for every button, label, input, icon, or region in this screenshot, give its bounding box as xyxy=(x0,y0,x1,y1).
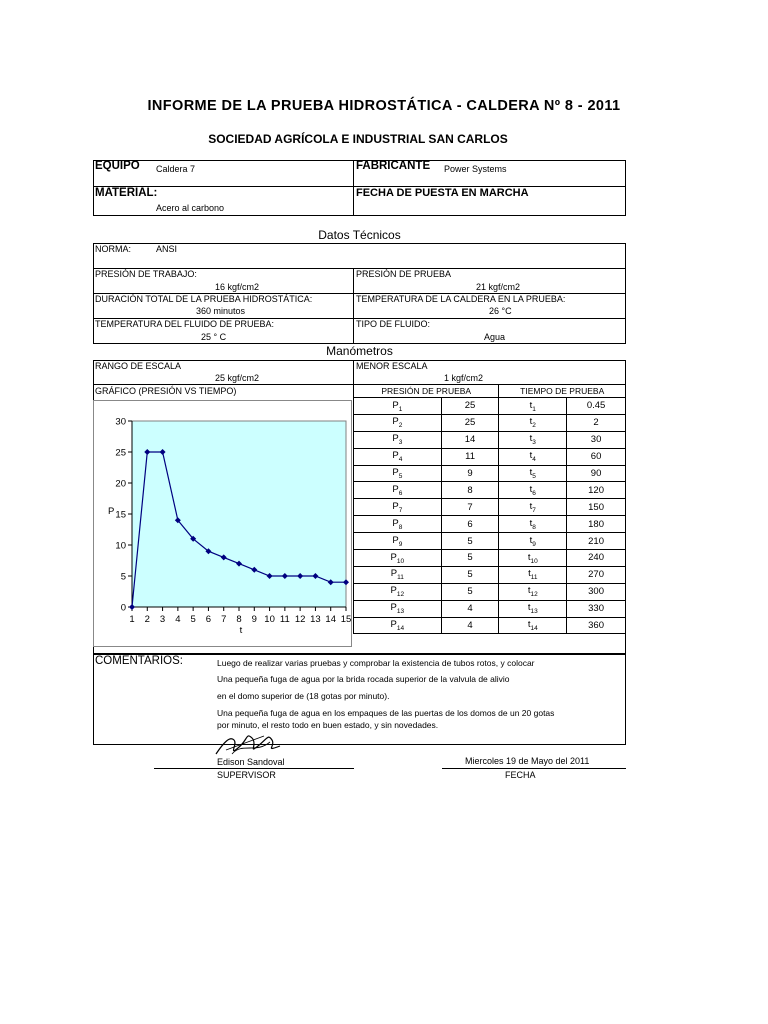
time-value xyxy=(567,398,626,415)
rango-label: RANGO DE ESCALA xyxy=(95,361,182,371)
fabricante-value: Power Systems xyxy=(444,164,507,174)
time-value xyxy=(567,431,626,448)
time-value-text: 270 xyxy=(588,569,604,581)
reading-row xyxy=(354,431,626,448)
time-label xyxy=(499,431,567,448)
time-value xyxy=(567,583,626,600)
grafico-label: GRÁFICO (PRESIÓN VS TIEMPO) xyxy=(95,386,237,396)
time-value xyxy=(567,499,626,516)
reading-row xyxy=(354,414,626,431)
pressure-value xyxy=(441,533,499,550)
rango-value: 25 kgf/cm2 xyxy=(215,373,260,383)
x-tick-label: 2 xyxy=(144,614,150,625)
temp-caldera-label: TEMPERATURA DE LA CALDERA EN LA PRUEBA: xyxy=(356,294,566,304)
tipo-fluido-value: Agua xyxy=(484,332,506,342)
reading-row xyxy=(354,499,626,516)
plot-area xyxy=(132,421,346,607)
time-value-text: 60 xyxy=(590,451,602,463)
material-value: Acero al carbono xyxy=(156,203,225,213)
pressure-value-text: 4 xyxy=(467,603,473,615)
y-tick-label: 25 xyxy=(115,447,126,459)
pressure-label-text: P xyxy=(392,517,399,529)
x-tick-label: 8 xyxy=(236,614,242,625)
time-label-text: t xyxy=(527,551,531,563)
time-label xyxy=(499,600,567,617)
time-value-text: 120 xyxy=(588,484,604,496)
x-tick-label: 5 xyxy=(190,614,196,625)
pressure-label-text: P xyxy=(392,433,399,445)
time-label-text: t xyxy=(529,399,533,411)
pressure-value-text: 9 xyxy=(467,468,473,479)
pressure-value-text: 6 xyxy=(467,518,473,530)
pressure-label-text: P xyxy=(390,619,397,631)
time-label-text: t xyxy=(527,602,531,614)
comment-line: Luego de realizar varias pruebas y comprobar la existencia de tubos rotos, y colocar xyxy=(217,658,535,668)
y-axis-label: P xyxy=(108,506,115,517)
reading-row xyxy=(354,533,626,550)
material-label: MATERIAL: xyxy=(95,187,158,199)
comment-line: en el domo superior de (18 gotas por minuto). xyxy=(217,691,390,701)
time-value xyxy=(567,566,626,583)
time-label-index: 12 xyxy=(530,591,538,599)
pressure-value-text: 8 xyxy=(467,484,473,496)
time-label xyxy=(499,617,567,634)
time-value xyxy=(567,516,626,533)
reading-row xyxy=(354,398,626,415)
y-tick-label: 10 xyxy=(115,540,126,552)
pressure-value-text: 5 xyxy=(467,552,473,564)
pressure-value xyxy=(441,499,499,516)
time-value-text: 240 xyxy=(588,552,604,564)
time-label-index: 7 xyxy=(532,506,536,514)
pressure-value-text: 5 xyxy=(467,569,473,581)
temp-caldera-value: 26 °C xyxy=(489,306,512,316)
duracion-label: DURACIÓN TOTAL DE LA PRUEBA HIDROSTÁTICA: xyxy=(95,294,313,304)
y-tick-label: 5 xyxy=(120,571,126,583)
pressure-label-index: 8 xyxy=(398,523,403,531)
time-label xyxy=(499,448,567,465)
time-label-index: 4 xyxy=(532,456,536,464)
reading-row xyxy=(354,550,626,567)
pressure-value-text: 7 xyxy=(467,501,473,513)
duracion-value: 360 minutos xyxy=(196,306,246,316)
pressure-label-text: P xyxy=(392,399,399,411)
pressure-label-text: P xyxy=(390,585,397,597)
time-value-text: 300 xyxy=(588,586,604,598)
pressure-label-index: 13 xyxy=(396,608,405,616)
pressure-label-index: 2 xyxy=(398,422,403,430)
time-value-text: 180 xyxy=(588,518,604,530)
x-tick-label: 6 xyxy=(205,614,212,625)
time-value-text: 90 xyxy=(590,468,602,479)
pressure-label-index: 11 xyxy=(397,574,404,582)
pressure-label xyxy=(354,398,442,415)
supervisor-role: SUPERVISOR xyxy=(217,770,276,780)
x-tick-label: 3 xyxy=(159,614,166,625)
pressure-value xyxy=(441,583,499,600)
time-label xyxy=(499,533,567,550)
equipo-label: EQUIPO xyxy=(95,160,140,172)
time-value-text: 360 xyxy=(588,620,604,632)
date-label: FECHA xyxy=(505,770,536,780)
pressure-label xyxy=(354,482,442,499)
pressure-value xyxy=(441,566,499,583)
time-label xyxy=(499,550,567,567)
pressure-value xyxy=(441,617,499,634)
pressure-label-index: 14 xyxy=(396,624,405,632)
time-label xyxy=(499,414,567,431)
pressure-value-text: 11 xyxy=(465,451,475,463)
pressure-value xyxy=(441,431,499,448)
report-title: INFORME DE LA PRUEBA HIDROSTÁTICA - CALDERA Nº 8 - 2011 xyxy=(147,98,621,114)
pressure-label-text: P xyxy=(392,500,399,512)
time-label-index: 11 xyxy=(530,574,538,582)
pressure-value xyxy=(441,550,499,567)
pressure-value xyxy=(441,600,499,617)
pressure-label-text: P xyxy=(392,534,399,546)
pressure-label-text: P xyxy=(390,602,397,614)
tipo-fluido-label: TIPO DE FLUIDO: xyxy=(356,319,431,329)
pressure-label-text: P xyxy=(392,483,399,495)
pressure-value xyxy=(441,448,499,465)
time-label-text: t xyxy=(529,450,533,462)
readings-body xyxy=(354,398,626,634)
norma-value: ANSI xyxy=(156,244,178,254)
reading-row xyxy=(354,600,626,617)
time-label-text: t xyxy=(529,467,533,479)
comment-line: Una pequeña fuga de agua en los empaques de las puertas de los domos de un 20 gotas xyxy=(217,708,555,718)
time-value-text: 210 xyxy=(588,535,604,547)
comment-line: por minuto, el resto todo en buen estado, y sin novedades. xyxy=(217,720,439,730)
x-tick-label: 9 xyxy=(251,614,257,625)
time-label-text: t xyxy=(529,517,533,529)
x-tick-label: 10 xyxy=(264,614,275,625)
time-label-text: t xyxy=(529,433,533,445)
reading-row xyxy=(354,516,626,533)
time-value xyxy=(567,617,626,634)
pressure-value xyxy=(441,516,499,533)
time-label-index: 10 xyxy=(530,557,538,565)
pressure-label xyxy=(354,566,442,583)
x-tick-label: 11 xyxy=(279,614,290,625)
time-label-text: t xyxy=(529,500,533,512)
time-label-index: 3 xyxy=(532,439,536,447)
y-tick-label: 20 xyxy=(115,478,126,490)
time-label xyxy=(499,499,567,516)
pressure-label-index: 4 xyxy=(398,456,403,464)
pressure-label xyxy=(354,499,442,516)
time-label-text: t xyxy=(529,534,533,546)
pressure-label-index: 12 xyxy=(396,591,405,599)
time-value-text: 2 xyxy=(593,417,599,429)
pressure-label-text: P xyxy=(392,467,399,479)
pressure-label-index: 5 xyxy=(398,472,403,480)
time-label-text: t xyxy=(527,585,531,597)
time-value xyxy=(567,465,626,482)
time-value xyxy=(567,550,626,567)
x-tick-label: 1 xyxy=(129,614,135,625)
pressure-label xyxy=(354,583,442,600)
time-label-index: 9 xyxy=(532,540,536,548)
pressure-label-text: P xyxy=(390,568,398,580)
x-tick-label: 7 xyxy=(221,614,227,625)
supervisor-name: Edison Sandoval xyxy=(217,757,285,767)
time-value xyxy=(567,482,626,499)
pressure-value-text: 5 xyxy=(467,535,473,547)
tiempo-header: TIEMPO DE PRUEBA xyxy=(499,385,626,398)
pressure-label xyxy=(354,431,442,448)
pressure-label xyxy=(354,414,442,431)
time-label xyxy=(499,465,567,482)
pressure-value xyxy=(441,482,499,499)
time-value-text: 150 xyxy=(588,501,604,513)
menor-escala-value: 1 kgf/cm2 xyxy=(444,373,484,383)
time-label xyxy=(499,482,567,499)
time-value xyxy=(567,600,626,617)
pressure-value-text: 25 xyxy=(464,417,476,429)
x-tick-label: 15 xyxy=(340,614,352,625)
reading-row xyxy=(354,482,626,499)
pressure-label xyxy=(354,448,442,465)
pressure-label xyxy=(354,465,442,482)
time-label-text: t xyxy=(529,483,533,495)
pressure-label-text: P xyxy=(390,551,397,563)
time-label-index: 14 xyxy=(530,624,538,632)
pressure-label xyxy=(354,617,442,634)
date-signature-line xyxy=(442,768,626,769)
pressure-label-index: 7 xyxy=(398,506,403,514)
equipment-divider-v xyxy=(353,160,354,216)
norma-label: NORMA: xyxy=(95,244,131,254)
tech-section-title: Datos Técnicos xyxy=(318,228,401,242)
temp-fluido-label: TEMPERATURA DEL FLUIDO DE PRUEBA: xyxy=(95,319,275,329)
chart-svg xyxy=(94,401,353,648)
time-label-text: t xyxy=(529,416,533,428)
time-label xyxy=(499,583,567,600)
x-axis-label: t xyxy=(239,625,243,636)
company-name: SOCIEDAD AGRÍCOLA E INDUSTRIAL SAN CARLOS xyxy=(208,132,508,146)
tech-col-divider xyxy=(353,268,354,344)
time-label-index: 2 xyxy=(532,422,536,430)
time-label-index: 13 xyxy=(530,608,538,616)
pressure-value xyxy=(441,398,499,415)
reading-row xyxy=(354,448,626,465)
y-tick-label: 30 xyxy=(115,416,126,428)
pressure-label xyxy=(354,550,442,567)
time-label-index: 6 xyxy=(532,489,536,497)
presion-header: PRESIÓN DE PRUEBA xyxy=(354,385,499,398)
time-label xyxy=(499,566,567,583)
time-label xyxy=(499,398,567,415)
time-label-index: 5 xyxy=(532,472,536,480)
time-label-index: 8 xyxy=(532,523,536,531)
reading-row xyxy=(354,566,626,583)
temp-fluido-value: 25 ° C xyxy=(201,332,227,342)
time-label-text: t xyxy=(528,568,531,580)
time-value-text: 30 xyxy=(590,434,602,446)
presion-prueba-value: 21 kgf/cm2 xyxy=(476,282,521,292)
pressure-value-text: 14 xyxy=(464,434,476,446)
readings-table xyxy=(353,384,626,634)
reading-row xyxy=(354,617,626,634)
presion-trabajo-value: 16 kgf/cm2 xyxy=(215,282,260,292)
menor-escala-label: MENOR ESCALA xyxy=(356,361,428,371)
equipo-value: Caldera 7 xyxy=(156,164,196,174)
pressure-label-index: 9 xyxy=(398,540,403,548)
pressure-label xyxy=(354,516,442,533)
reading-row xyxy=(354,465,626,482)
time-value xyxy=(567,533,626,550)
time-value xyxy=(567,448,626,465)
pressure-label-index: 10 xyxy=(396,557,405,565)
fabricante-label: FABRICANTE xyxy=(356,160,431,172)
pressure-label-index: 1 xyxy=(398,405,403,413)
time-value xyxy=(567,414,626,431)
presion-trabajo-label: PRESIÓN DE TRABAJO: xyxy=(95,269,197,279)
x-tick-label: 12 xyxy=(294,614,306,625)
pressure-value xyxy=(441,414,499,431)
pressure-value-text: 4 xyxy=(467,620,473,632)
y-tick-label: 15 xyxy=(115,509,126,521)
pressure-time-chart xyxy=(93,400,352,647)
comment-line: Una pequeña fuga de agua por la brida rocada superior de la valvula de alivio xyxy=(217,674,510,684)
time-label-index: 1 xyxy=(532,405,536,413)
report-date: Miercoles 19 de Mayo del 2011 xyxy=(465,756,590,766)
pressure-value-text: 5 xyxy=(467,586,473,598)
time-value-text: 330 xyxy=(588,603,604,615)
gauges-section-title: Manómetros xyxy=(326,344,393,358)
time-label xyxy=(499,516,567,533)
presion-prueba-label: PRESIÓN DE PRUEBA xyxy=(356,269,452,279)
puesta-en-marcha-label: FECHA DE PUESTA EN MARCHA xyxy=(356,187,529,199)
x-tick-label: 13 xyxy=(310,614,321,625)
signature-scribble xyxy=(212,728,286,760)
pressure-value xyxy=(441,465,499,482)
pressure-value-text: 25 xyxy=(464,400,476,412)
pressure-label-index: 3 xyxy=(398,439,403,447)
time-label-text: t xyxy=(527,619,531,631)
pressure-label xyxy=(354,533,442,550)
pressure-label-text: P xyxy=(392,450,399,462)
pressure-label-index: 6 xyxy=(398,489,403,497)
pressure-label-text: P xyxy=(392,416,399,428)
y-tick-label: 0 xyxy=(120,602,126,614)
pressure-label xyxy=(354,600,442,617)
time-value-text: 0.45 xyxy=(586,400,606,412)
comments-label: COMENTARIOS: xyxy=(95,655,183,667)
x-tick-label: 14 xyxy=(325,614,337,625)
x-tick-label: 4 xyxy=(175,614,181,625)
reading-row xyxy=(354,583,626,600)
supervisor-signature-line xyxy=(154,768,354,769)
